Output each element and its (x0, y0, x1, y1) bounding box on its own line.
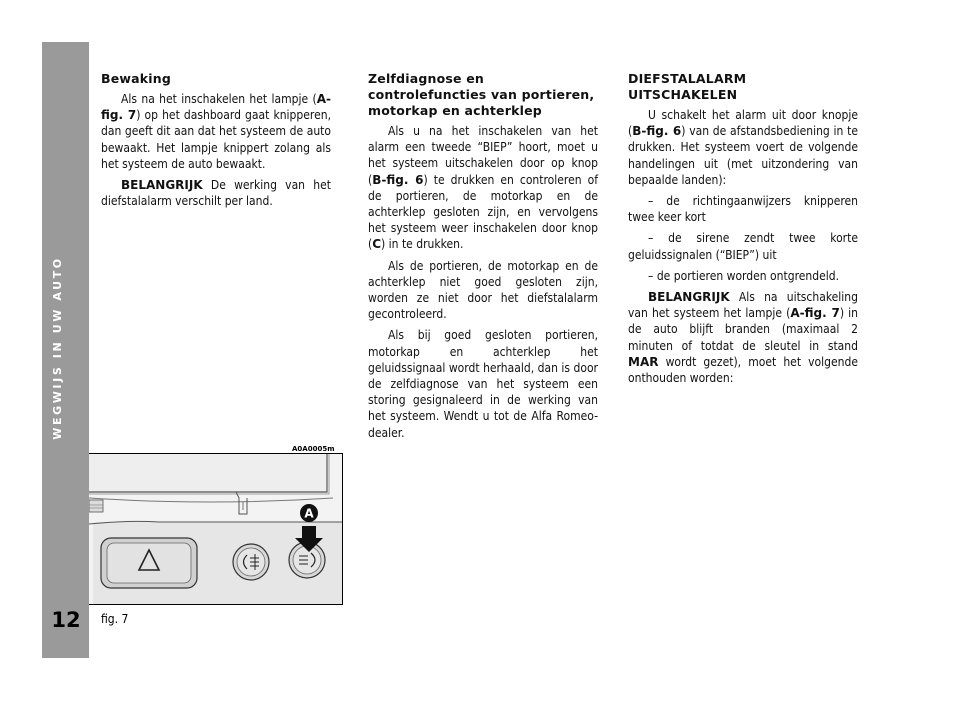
paragraph: Als de portieren, de motorkap en de achterklep niet goed gesloten zijn, worden ze niet door het diefstalalarm gecontroleerd. (368, 258, 598, 322)
dashboard-drawing (89, 454, 342, 604)
page-number: 12 (51, 608, 81, 632)
list-item: – de portieren worden ontgrendeld. (648, 268, 840, 283)
list-item: – de richtingaanwijzers knipperen twee keer kort (628, 194, 858, 225)
list-item: – de sirene zendt twee korte geluidssignalen (“BIEP”) uit (628, 231, 858, 262)
chapter-sidebar (42, 42, 89, 658)
figure-code: A0A0005m (292, 445, 335, 453)
paragraph: U schakelt het alarm uit door knopje (B-fig. 6) van de afstandsbediening in te drukken. Het systeem voert de volgende handelingen uit (met uitzondering van bepaalde landen): (628, 108, 858, 187)
paragraph: Als u na het inschakelen van het alarm een tweede “BIEP” hoort, moet u het systeem uitschakelen door op knop (B-fig. 6) te drukken en controleren of de portieren, de motorkap en de achterklep gesloten zijn, en vervolgens het systeem weer inschakelen door knop (C) in te drukken. (368, 124, 598, 252)
callout-marker-label: A (304, 506, 314, 521)
chapter-title: WEGWIJS IN UW AUTO (51, 256, 64, 440)
figure-caption: fig. 7 (101, 612, 129, 626)
paragraph: Als bij goed gesloten portieren, motorkap en achterklep het geluidssignaal wordt herhaald, dan is door de zelfdiagnose van het systeem een storing gesignaleerd in de werking van het systeem. Wendt u tot de Alfa Romeo-dealer. (368, 328, 598, 440)
paragraph: Als na het inschakelen het lampje (A-fig. 7) op het dashboard gaat knipperen, dan geeft dit aan dat het systeem de auto bewaakt. Het lampje knippert zolang als het systeem de auto bewaakt. (101, 92, 331, 171)
section-heading: Bewaking (101, 71, 172, 86)
note-paragraph: BELANGRIJK De werking van het diefstalalarm verschilt per land. (101, 178, 331, 209)
section-heading: DIEFSTALALARM UITSCHAKELEN (628, 71, 747, 102)
dashboard-illustration (89, 453, 343, 605)
section-heading: Zelfdiagnose en controlefuncties van portieren, motorkap en achterklep (368, 71, 595, 118)
column-diefstalalarm (628, 71, 858, 391)
note-paragraph: BELANGRIJK Als na uitschakeling van het systeem het lampje (A-fig. 7) in de auto blijft branden (maximaal 2 minuten of totdat de sleutel in stand MAR wordt gezet), moet het volgende onthouden worden: (628, 290, 858, 386)
column-zelfdiagnose (368, 71, 598, 446)
column-bewaking (101, 71, 331, 214)
